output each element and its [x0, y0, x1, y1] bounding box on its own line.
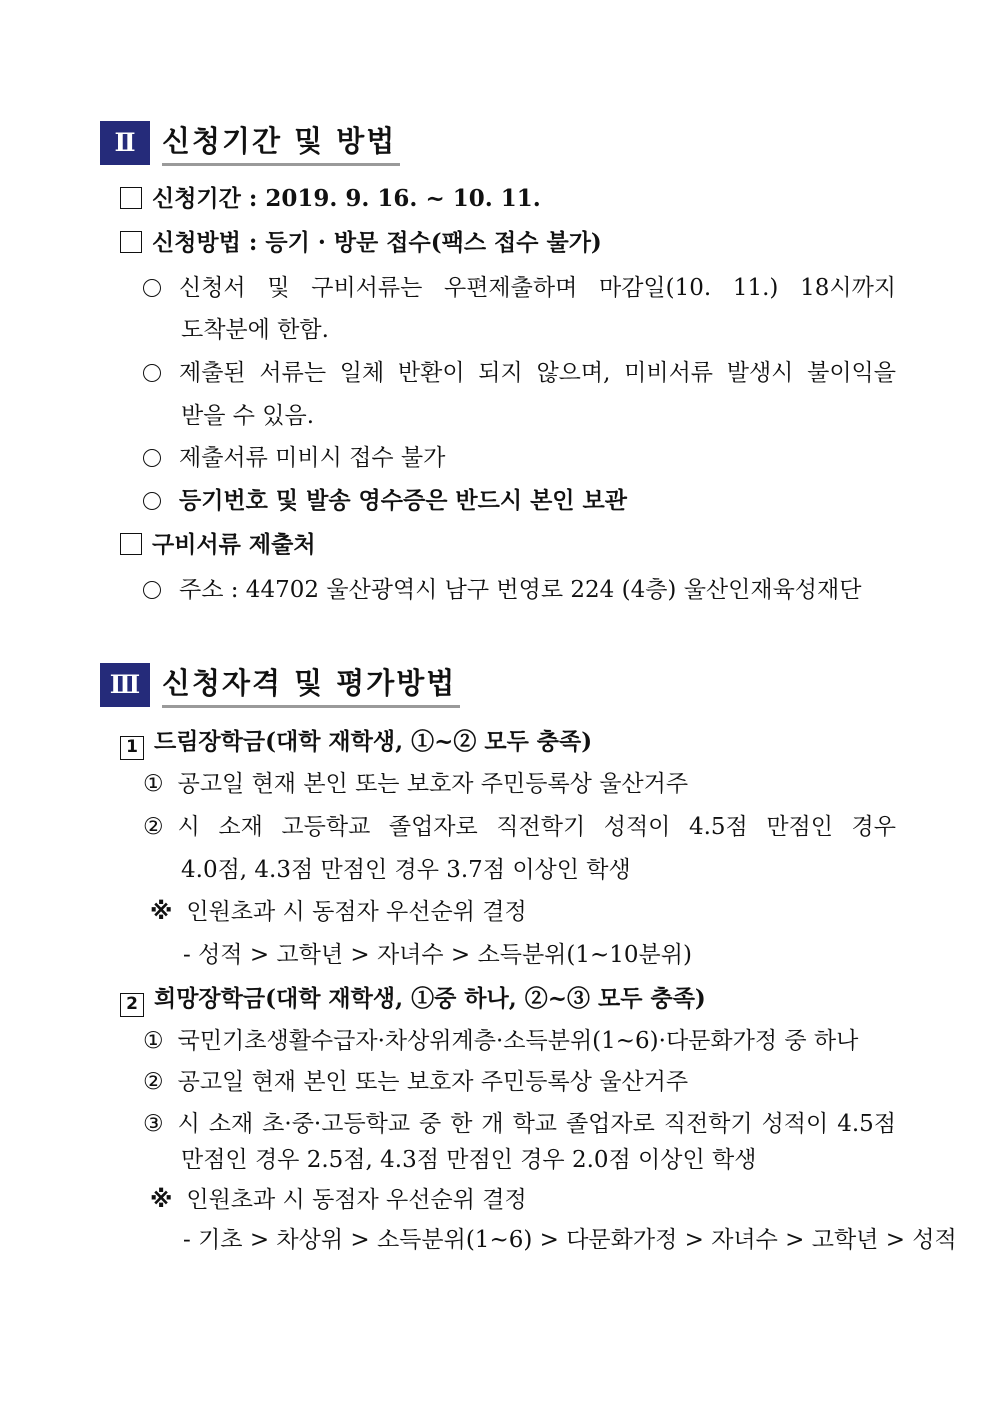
hope-criterion-3: ③ 시 소재 초·중·고등학교 중 한 개 학교 졸업자로 직전학기 성적이 4.5점: [143, 1111, 896, 1137]
section-3-numeral: Ⅲ: [100, 663, 150, 707]
hope-criterion-3-cont: 만점인 경우 2.5점, 4.3점 만점인 경우 2.0점 이상인 학생: [181, 1147, 757, 1173]
circle-bullet-icon: [143, 449, 161, 467]
method-bullet-2: 제출된 서류는 일체 반환이 되지 않으며, 미비서류 발생시 불이익을: [143, 357, 896, 389]
checkbox-square-icon: [120, 533, 142, 555]
hope-criterion-2: ② 공고일 현재 본인 또는 보호자 주민등록상 울산거주: [143, 1069, 689, 1095]
section-3-title: 신청자격 및 평가방법: [162, 663, 460, 708]
period-text: 신청기간 : 2019. 9. 16. ~ 10. 11.: [152, 185, 541, 212]
submit-address: 주소 : 44702 울산광역시 남구 번영로 224 (4층) 울산인재육성재단: [143, 574, 861, 606]
method-bullet-1-cont: 도착분에 한함.: [181, 317, 329, 343]
section-3-heading: [100, 662, 460, 708]
method-item: [120, 227, 602, 259]
period-item: [120, 183, 541, 215]
checkbox-square-icon: [120, 187, 142, 209]
hope-criterion-1: ① 국민기초생활수급자·차상위계층·소득분위(1~6)·다문화가정 중 하나: [143, 1028, 859, 1054]
circle-bullet-icon: [143, 279, 161, 297]
number-box: 1: [120, 736, 144, 760]
method-bullet-2-cont: 받을 수 있음.: [181, 403, 315, 429]
dream-note: ※ 인원초과 시 동점자 우선순위 결정: [150, 896, 527, 928]
section-2-title: 신청기간 및 방법: [162, 121, 400, 166]
number-box: 2: [120, 993, 144, 1017]
submit-text: 구비서류 제출처: [152, 531, 316, 558]
reference-mark-icon: ※: [150, 1187, 173, 1213]
dream-criterion-1: ① 공고일 현재 본인 또는 보호자 주민등록상 울산거주: [143, 771, 689, 797]
checkbox-square-icon: [120, 231, 142, 253]
method-bullet-3: 제출서류 미비시 접수 불가: [143, 442, 445, 474]
method-bullet-1: 신청서 및 구비서류는 우편제출하며 마감일(10. 11.) 18시까지: [143, 272, 896, 304]
submit-item: [120, 529, 316, 561]
reference-mark-icon: ※: [150, 899, 173, 925]
circle-bullet-icon: [143, 581, 161, 599]
dream-scholarship-title: 1 드림장학금(대학 재학생, ①~② 모두 충족): [120, 726, 592, 760]
hope-scholarship-title: 2 희망장학금(대학 재학생, ①중 하나, ②~③ 모두 충족): [120, 983, 706, 1017]
circle-bullet-icon: [143, 364, 161, 382]
section-2-heading: [100, 120, 400, 166]
dream-priority: - 성적 > 고학년 > 자녀수 > 소득분위(1~10분위): [183, 942, 692, 968]
hope-priority: - 기초 > 차상위 > 소득분위(1~6) > 다문화가정 > 자녀수 > 고학년 > 성적: [183, 1227, 957, 1253]
method-bullet-4: 등기번호 및 발송 영수증은 반드시 본인 보관: [143, 485, 627, 517]
hope-note: ※ 인원초과 시 동점자 우선순위 결정: [150, 1184, 527, 1216]
dream-criterion-2-cont: 4.0점, 4.3점 만점인 경우 3.7점 이상인 학생: [181, 857, 631, 883]
circle-bullet-icon: [143, 492, 161, 510]
dream-criterion-2: ② 시 소재 고등학교 졸업자로 직전학기 성적이 4.5점 만점인 경우: [143, 814, 896, 840]
method-text: 신청방법 : 등기 · 방문 접수(팩스 접수 불가): [152, 229, 602, 256]
section-2-numeral: Ⅱ: [100, 121, 150, 165]
